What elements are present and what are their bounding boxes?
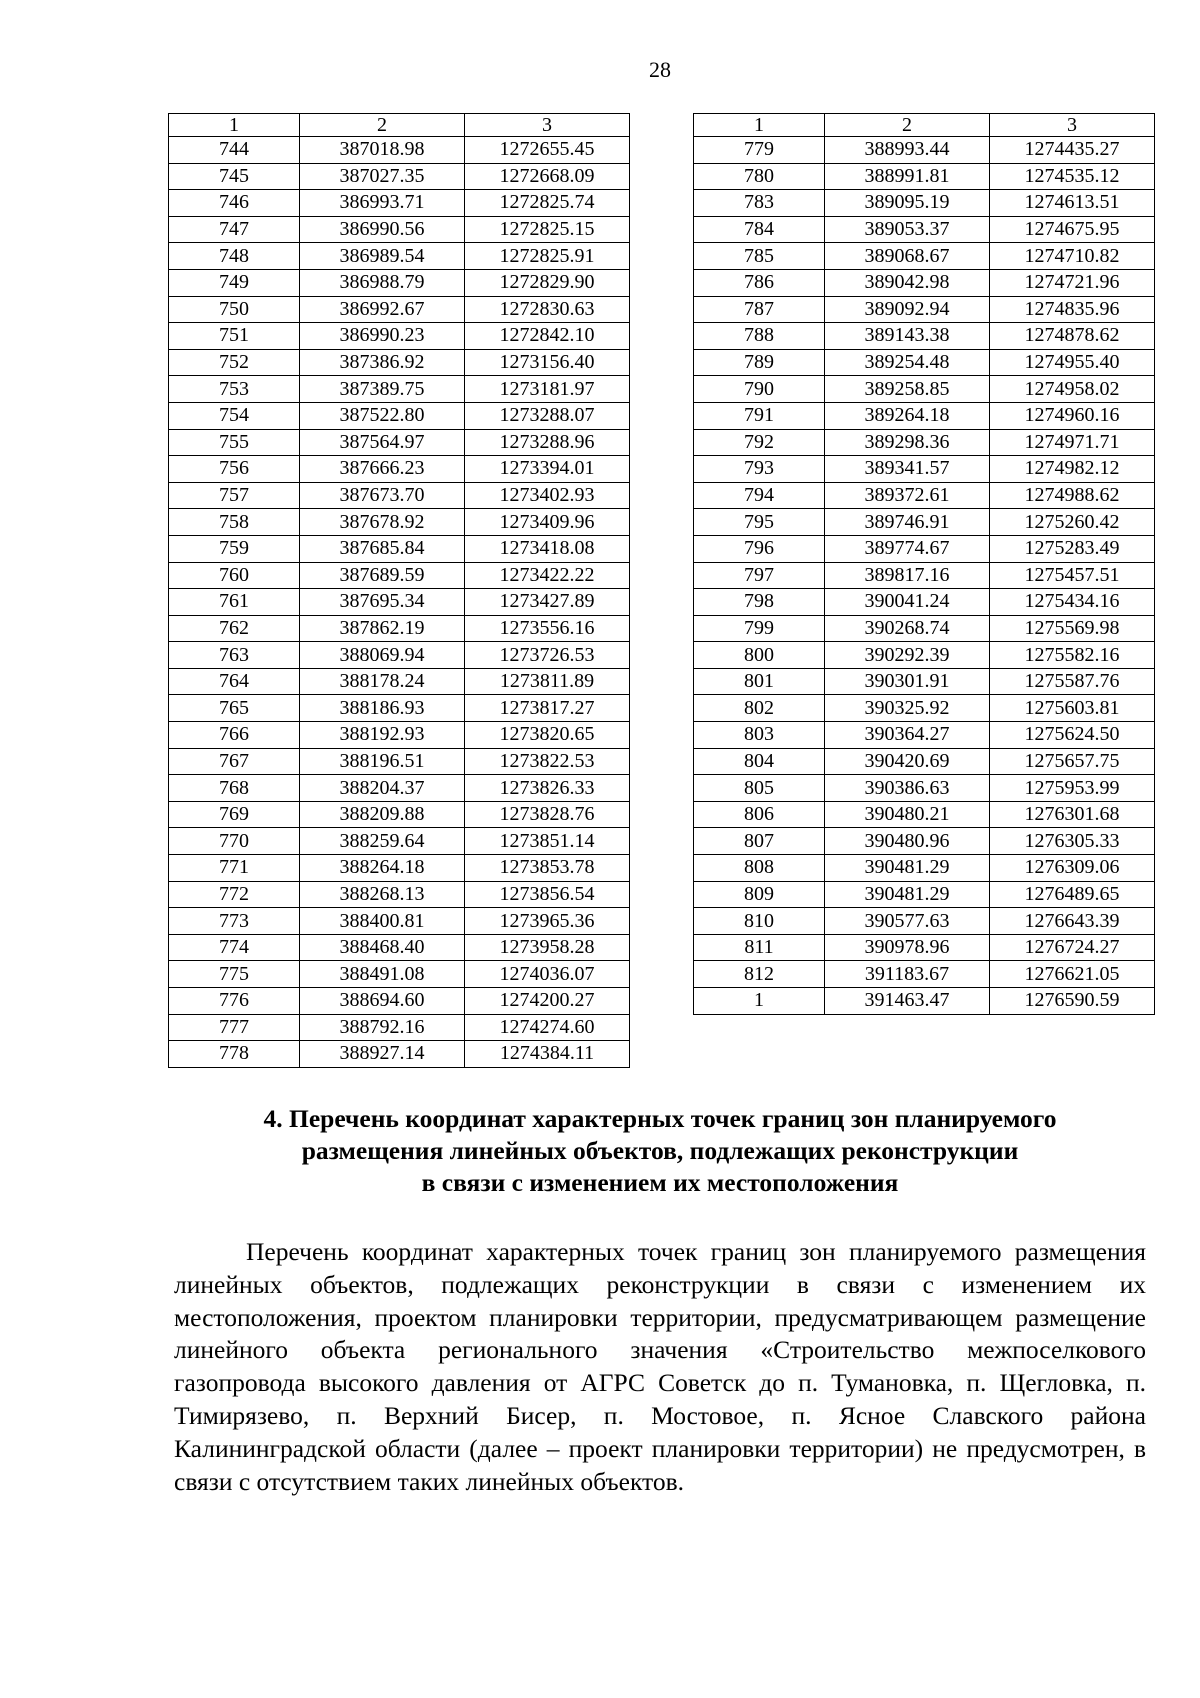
point-number-cell: 775 [169,961,300,988]
point-number-cell: 745 [169,163,300,190]
table-row [694,323,1155,350]
table-row [169,163,630,190]
y-coordinate-cell: 1273402.93 [465,482,630,509]
table-row [169,456,630,483]
y-coordinate-cell: 1273156.40 [465,349,630,376]
x-coordinate-cell: 390041.24 [825,589,990,616]
coordinates-table-right [693,113,1155,1015]
table-row [169,881,630,908]
y-coordinate-cell: 1275582.16 [990,642,1155,669]
y-coordinate-cell: 1274036.07 [465,961,630,988]
point-number-cell: 779 [694,137,825,164]
y-coordinate-cell: 1273826.33 [465,775,630,802]
y-coordinate-cell: 1273394.01 [465,456,630,483]
x-coordinate-cell: 388209.88 [300,801,465,828]
y-coordinate-cell: 1272825.91 [465,243,630,270]
point-number-cell: 768 [169,775,300,802]
y-coordinate-cell: 1272655.45 [465,137,630,164]
y-coordinate-cell: 1276301.68 [990,801,1155,828]
y-coordinate-cell: 1275657.75 [990,748,1155,775]
x-coordinate-cell: 389092.94 [825,296,990,323]
table-row [694,722,1155,749]
table-row [694,562,1155,589]
x-coordinate-cell: 388196.51 [300,748,465,775]
point-number-cell: 802 [694,695,825,722]
y-coordinate-cell: 1273958.28 [465,934,630,961]
point-number-cell: 808 [694,855,825,882]
table-row [169,828,630,855]
point-number-cell: 792 [694,429,825,456]
x-coordinate-cell: 387018.98 [300,137,465,164]
x-coordinate-cell: 389042.98 [825,269,990,296]
point-number-cell: 791 [694,402,825,429]
table-row [169,429,630,456]
x-coordinate-cell: 389254.48 [825,349,990,376]
y-coordinate-cell: 1273851.14 [465,828,630,855]
point-number-cell: 1 [694,988,825,1015]
x-coordinate-cell: 388400.81 [300,908,465,935]
table-row [169,1014,630,1041]
table-row [169,376,630,403]
x-coordinate-cell: 388468.40 [300,934,465,961]
point-number-cell: 765 [169,695,300,722]
x-coordinate-cell: 387564.97 [300,429,465,456]
column-header: 2 [825,114,990,137]
heading-line: размещения линейных объектов, подлежащих реконструкции [301,1136,1019,1165]
point-number-cell: 766 [169,722,300,749]
y-coordinate-cell: 1274675.95 [990,216,1155,243]
column-header: 1 [694,114,825,137]
x-coordinate-cell: 388792.16 [300,1014,465,1041]
point-number-cell: 783 [694,190,825,217]
table-row [169,908,630,935]
x-coordinate-cell: 386990.56 [300,216,465,243]
y-coordinate-cell: 1275587.76 [990,668,1155,695]
y-coordinate-cell: 1274955.40 [990,349,1155,376]
table-row [169,855,630,882]
x-coordinate-cell: 389143.38 [825,323,990,350]
y-coordinate-cell: 1275283.49 [990,535,1155,562]
point-number-cell: 772 [169,881,300,908]
y-coordinate-cell: 1274435.27 [990,137,1155,164]
section-heading [200,1103,1120,1199]
x-coordinate-cell: 389068.67 [825,243,990,270]
table-body [169,114,630,1068]
table-row [694,828,1155,855]
point-number-cell: 747 [169,216,300,243]
y-coordinate-cell: 1273820.65 [465,722,630,749]
table-row [694,456,1155,483]
point-number-cell: 801 [694,668,825,695]
table-row [169,243,630,270]
y-coordinate-cell: 1276643.39 [990,908,1155,935]
table-row [694,402,1155,429]
y-coordinate-cell: 1274613.51 [990,190,1155,217]
x-coordinate-cell: 388491.08 [300,961,465,988]
x-coordinate-cell: 388268.13 [300,881,465,908]
point-number-cell: 790 [694,376,825,403]
point-number-cell: 776 [169,988,300,1015]
table-row [169,668,630,695]
point-number-cell: 767 [169,748,300,775]
column-header: 2 [300,114,465,137]
page-number: 28 [649,57,671,82]
point-number-cell: 771 [169,855,300,882]
x-coordinate-cell: 386989.54 [300,243,465,270]
point-number-cell: 810 [694,908,825,935]
point-number-cell: 748 [169,243,300,270]
point-number-cell: 798 [694,589,825,616]
y-coordinate-cell: 1274958.02 [990,376,1155,403]
table-row [169,615,630,642]
table-row [694,509,1155,536]
x-coordinate-cell: 387673.70 [300,482,465,509]
point-number-cell: 796 [694,535,825,562]
x-coordinate-cell: 388186.93 [300,695,465,722]
y-coordinate-cell: 1272825.15 [465,216,630,243]
y-coordinate-cell: 1273409.96 [465,509,630,536]
table-row [694,642,1155,669]
point-number-cell: 770 [169,828,300,855]
point-number-cell: 797 [694,562,825,589]
point-number-cell: 803 [694,722,825,749]
table-row [169,296,630,323]
table-row [694,163,1155,190]
x-coordinate-cell: 390480.21 [825,801,990,828]
table-row [169,1041,630,1068]
table-row [169,482,630,509]
coordinates-table-left [168,113,630,1068]
table-row [169,589,630,616]
table-row [694,349,1155,376]
table-row [694,535,1155,562]
table-row [169,190,630,217]
point-number-cell: 784 [694,216,825,243]
y-coordinate-cell: 1274535.12 [990,163,1155,190]
x-coordinate-cell: 388178.24 [300,668,465,695]
table-row [694,243,1155,270]
point-number-cell: 760 [169,562,300,589]
table-row [169,349,630,376]
x-coordinate-cell: 389817.16 [825,562,990,589]
y-coordinate-cell: 1275569.98 [990,615,1155,642]
heading-line: 4. Перечень координат характерных точек границ зон планируемого [263,1104,1057,1133]
point-number-cell: 805 [694,775,825,802]
table-row [169,988,630,1015]
point-number-cell: 799 [694,615,825,642]
x-coordinate-cell: 387522.80 [300,402,465,429]
table-row [169,535,630,562]
x-coordinate-cell: 386992.67 [300,296,465,323]
table-row [694,801,1155,828]
point-number-cell: 774 [169,934,300,961]
x-coordinate-cell: 386993.71 [300,190,465,217]
x-coordinate-cell: 388694.60 [300,988,465,1015]
y-coordinate-cell: 1273965.36 [465,908,630,935]
table-row [169,934,630,961]
point-number-cell: 806 [694,801,825,828]
point-number-cell: 756 [169,456,300,483]
y-coordinate-cell: 1273422.22 [465,562,630,589]
x-coordinate-cell: 387685.84 [300,535,465,562]
point-number-cell: 769 [169,801,300,828]
y-coordinate-cell: 1276590.59 [990,988,1155,1015]
table-row [694,429,1155,456]
y-coordinate-cell: 1273856.54 [465,881,630,908]
table-row [694,988,1155,1015]
y-coordinate-cell: 1273853.78 [465,855,630,882]
x-coordinate-cell: 389298.36 [825,429,990,456]
table-row [694,748,1155,775]
table-row [694,881,1155,908]
x-coordinate-cell: 387862.19 [300,615,465,642]
point-number-cell: 746 [169,190,300,217]
y-coordinate-cell: 1274960.16 [990,402,1155,429]
y-coordinate-cell: 1276621.05 [990,961,1155,988]
point-number-cell: 809 [694,881,825,908]
y-coordinate-cell: 1273181.97 [465,376,630,403]
x-coordinate-cell: 390292.39 [825,642,990,669]
x-coordinate-cell: 390481.29 [825,855,990,882]
y-coordinate-cell: 1274878.62 [990,323,1155,350]
table-row [169,402,630,429]
point-number-cell: 804 [694,748,825,775]
table-row [169,748,630,775]
table-row [694,589,1155,616]
table-row [169,562,630,589]
x-coordinate-cell: 391463.47 [825,988,990,1015]
y-coordinate-cell: 1275434.16 [990,589,1155,616]
x-coordinate-cell: 390420.69 [825,748,990,775]
point-number-cell: 758 [169,509,300,536]
x-coordinate-cell: 389774.67 [825,535,990,562]
point-number-cell: 794 [694,482,825,509]
point-number-cell: 800 [694,642,825,669]
y-coordinate-cell: 1274384.11 [465,1041,630,1068]
table-row [169,642,630,669]
y-coordinate-cell: 1274971.71 [990,429,1155,456]
y-coordinate-cell: 1275603.81 [990,695,1155,722]
point-number-cell: 788 [694,323,825,350]
table-row [694,775,1155,802]
y-coordinate-cell: 1275953.99 [990,775,1155,802]
x-coordinate-cell: 390481.29 [825,881,990,908]
x-coordinate-cell: 389746.91 [825,509,990,536]
y-coordinate-cell: 1273418.08 [465,535,630,562]
y-coordinate-cell: 1273822.53 [465,748,630,775]
x-coordinate-cell: 390577.63 [825,908,990,935]
y-coordinate-cell: 1272825.74 [465,190,630,217]
y-coordinate-cell: 1274200.27 [465,988,630,1015]
y-coordinate-cell: 1274710.82 [990,243,1155,270]
point-number-cell: 749 [169,269,300,296]
y-coordinate-cell: 1273288.07 [465,402,630,429]
column-header: 3 [990,114,1155,137]
x-coordinate-cell: 390364.27 [825,722,990,749]
table-row [694,376,1155,403]
point-number-cell: 795 [694,509,825,536]
y-coordinate-cell: 1272668.09 [465,163,630,190]
point-number-cell: 762 [169,615,300,642]
table-row [694,216,1155,243]
x-coordinate-cell: 388927.14 [300,1041,465,1068]
y-coordinate-cell: 1273556.16 [465,615,630,642]
x-coordinate-cell: 389053.37 [825,216,990,243]
x-coordinate-cell: 388259.64 [300,828,465,855]
x-coordinate-cell: 389258.85 [825,376,990,403]
x-coordinate-cell: 389341.57 [825,456,990,483]
point-number-cell: 752 [169,349,300,376]
point-number-cell: 807 [694,828,825,855]
y-coordinate-cell: 1273828.76 [465,801,630,828]
y-coordinate-cell: 1275457.51 [990,562,1155,589]
x-coordinate-cell: 388991.81 [825,163,990,190]
point-number-cell: 763 [169,642,300,669]
x-coordinate-cell: 390301.91 [825,668,990,695]
point-number-cell: 753 [169,376,300,403]
x-coordinate-cell: 388204.37 [300,775,465,802]
y-coordinate-cell: 1276305.33 [990,828,1155,855]
x-coordinate-cell: 387678.92 [300,509,465,536]
table-row [169,509,630,536]
table-header-row [169,114,630,137]
heading-line: в связи с изменением их местоположения [421,1168,899,1197]
x-coordinate-cell: 388264.18 [300,855,465,882]
table-row [169,216,630,243]
point-number-cell: 787 [694,296,825,323]
x-coordinate-cell: 390978.96 [825,934,990,961]
x-coordinate-cell: 387027.35 [300,163,465,190]
y-coordinate-cell: 1274982.12 [990,456,1155,483]
y-coordinate-cell: 1273817.27 [465,695,630,722]
body-paragraph: Перечень координат характерных точек границ зон планируемого размещения линейных объектов, подлежащих реконструкции в связи с изменением их местоположения, проектом планировки территории, предусматривающем размещение линейного объекта регионального значения «Строительство межпоселкового газопровода высокого давления от АГРС Советск до п. Тумановка, п. Щегловка, п. Тимирязево, п. Верхний Бисер, п. Мостовое, п. Ясное Славского района Калининградской области (далее – проект планировки территории) не предусмотрен, в связи с отсутствием таких линейных объектов. [174,1237,1146,1496]
y-coordinate-cell: 1272829.90 [465,269,630,296]
point-number-cell: 780 [694,163,825,190]
y-coordinate-cell: 1276309.06 [990,855,1155,882]
table-row [169,695,630,722]
x-coordinate-cell: 387689.59 [300,562,465,589]
x-coordinate-cell: 386988.79 [300,269,465,296]
point-number-cell: 754 [169,402,300,429]
table-row [169,269,630,296]
x-coordinate-cell: 386990.23 [300,323,465,350]
x-coordinate-cell: 388192.93 [300,722,465,749]
point-number-cell: 773 [169,908,300,935]
y-coordinate-cell: 1274835.96 [990,296,1155,323]
x-coordinate-cell: 389264.18 [825,402,990,429]
x-coordinate-cell: 390325.92 [825,695,990,722]
point-number-cell: 785 [694,243,825,270]
table-row [169,722,630,749]
point-number-cell: 789 [694,349,825,376]
x-coordinate-cell: 387666.23 [300,456,465,483]
table-row [694,269,1155,296]
table-row [169,137,630,164]
point-number-cell: 750 [169,296,300,323]
table-row [694,296,1155,323]
table-row [694,482,1155,509]
y-coordinate-cell: 1274721.96 [990,269,1155,296]
x-coordinate-cell: 389372.61 [825,482,990,509]
x-coordinate-cell: 387389.75 [300,376,465,403]
table-row [694,615,1155,642]
table-body [694,114,1155,1015]
y-coordinate-cell: 1272830.63 [465,296,630,323]
point-number-cell: 786 [694,269,825,296]
table-row [694,961,1155,988]
x-coordinate-cell: 389095.19 [825,190,990,217]
table-row [694,668,1155,695]
point-number-cell: 764 [169,668,300,695]
y-coordinate-cell: 1273811.89 [465,668,630,695]
table-row [694,190,1155,217]
point-number-cell: 812 [694,961,825,988]
point-number-cell: 761 [169,589,300,616]
y-coordinate-cell: 1276724.27 [990,934,1155,961]
point-number-cell: 759 [169,535,300,562]
table-header-row [694,114,1155,137]
y-coordinate-cell: 1275624.50 [990,722,1155,749]
point-number-cell: 757 [169,482,300,509]
x-coordinate-cell: 390480.96 [825,828,990,855]
x-coordinate-cell: 387695.34 [300,589,465,616]
x-coordinate-cell: 388993.44 [825,137,990,164]
point-number-cell: 793 [694,456,825,483]
table-row [169,775,630,802]
y-coordinate-cell: 1275260.42 [990,509,1155,536]
x-coordinate-cell: 387386.92 [300,349,465,376]
column-header: 1 [169,114,300,137]
point-number-cell: 777 [169,1014,300,1041]
column-header: 3 [465,114,630,137]
y-coordinate-cell: 1272842.10 [465,323,630,350]
table-row [694,695,1155,722]
table-row [169,323,630,350]
point-number-cell: 751 [169,323,300,350]
table-row [694,137,1155,164]
table-row [169,801,630,828]
y-coordinate-cell: 1274274.60 [465,1014,630,1041]
x-coordinate-cell: 391183.67 [825,961,990,988]
x-coordinate-cell: 388069.94 [300,642,465,669]
y-coordinate-cell: 1276489.65 [990,881,1155,908]
y-coordinate-cell: 1273288.96 [465,429,630,456]
y-coordinate-cell: 1273427.89 [465,589,630,616]
y-coordinate-cell: 1273726.53 [465,642,630,669]
table-row [694,908,1155,935]
table-row [694,934,1155,961]
point-number-cell: 811 [694,934,825,961]
table-row [169,961,630,988]
table-row [694,855,1155,882]
point-number-cell: 778 [169,1041,300,1068]
x-coordinate-cell: 390386.63 [825,775,990,802]
point-number-cell: 755 [169,429,300,456]
x-coordinate-cell: 390268.74 [825,615,990,642]
point-number-cell: 744 [169,137,300,164]
y-coordinate-cell: 1274988.62 [990,482,1155,509]
